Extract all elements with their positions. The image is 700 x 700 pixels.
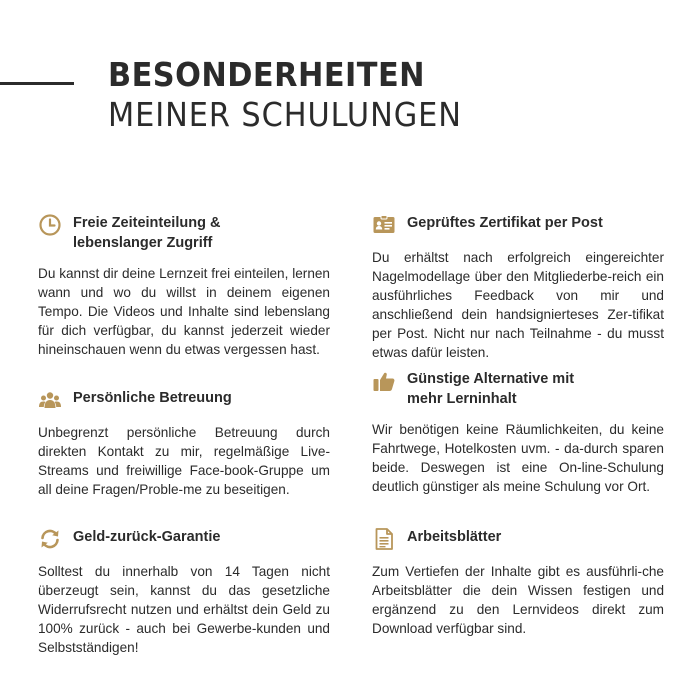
feature-text: Wir benötigen keine Räumlichkeiten, du keine Fahrtwege, Hotelkosten uvm. - da-durch sparen beide. Deswegen ist eine On-line-Schulung deutlich günstiger als meine Schulung vor Ort. [372,422,664,494]
feature-text: Du kannst dir deine Lernzeit frei einteilen, lernen wann und wo du willst in deinem eigenen Tempo. Die Videos und Inhalte sind lebenslang für dich verfügbar, du kannst jederzeit wieder hineinschauen wenn du etwas vergessen hast. [38,266,330,357]
clock-icon [38,213,62,237]
certificate-icon [372,213,396,237]
feature-title: Freie Zeiteinteilung & lebenslanger Zugriff [73,215,221,251]
page-subtitle: MEINER SCHULUNGEN [108,95,462,134]
document-icon [372,527,396,551]
page-heading [108,55,493,135]
feature-title: Persönliche Betreuung [73,390,232,406]
feature-text: Zum Vertiefen der Inhalte gibt es ausführli-che Arbeitsblätter die dein Wissen festigen und ergänzend zu den Lernvideos direkt zum Download verfügbar sind. [372,564,664,636]
thumbs-up-icon [372,369,396,393]
feature-text: Du erhältst nach erfolgreich eingereichter Nagelmodellage über den Mitgliederbe-reich ein ausführliches Feedback von mir und anschließend dein handsignierteses Zer-tifikat per Post. Nicht nur nach Teilnahme - du musst etwas dafür leisten. [372,250,664,360]
heading-rule [0,82,74,85]
feature-money-back [38,527,330,657]
group-icon [38,388,62,412]
feature-text: Solltest du innerhalb von 14 Tagen nicht überzeugt sein, kannst du das gesetzliche Widerrufsrecht nutzen und erhältst dein Geld zu 100% zurück - auch bei Gewerbe-kunden und Selbstständigen! [38,564,330,655]
page-title: BESONDERHEITEN [108,55,426,94]
feature-worksheets [372,527,664,638]
feature-personal-support [38,388,330,499]
feature-title: Geld-zurück-Garantie [73,529,221,545]
feature-cheaper-alternative [372,369,664,496]
feature-title: Geprüftes Zertifikat per Post [407,215,603,231]
feature-title: Arbeitsblätter [407,529,502,545]
refresh-icon [38,527,62,551]
feature-flexible-time [38,213,330,359]
feature-title: Günstige Alternative mit mehr Lerninhalt [407,371,575,407]
feature-certificate [372,213,664,362]
feature-text: Unbegrenzt persönliche Betreuung durch direkten Kontakt zu mir, regelmäßige Live-Streams und freiwillige Face-book-Gruppe um all deine Fragen/Proble-me zu beseitigen. [38,425,330,497]
